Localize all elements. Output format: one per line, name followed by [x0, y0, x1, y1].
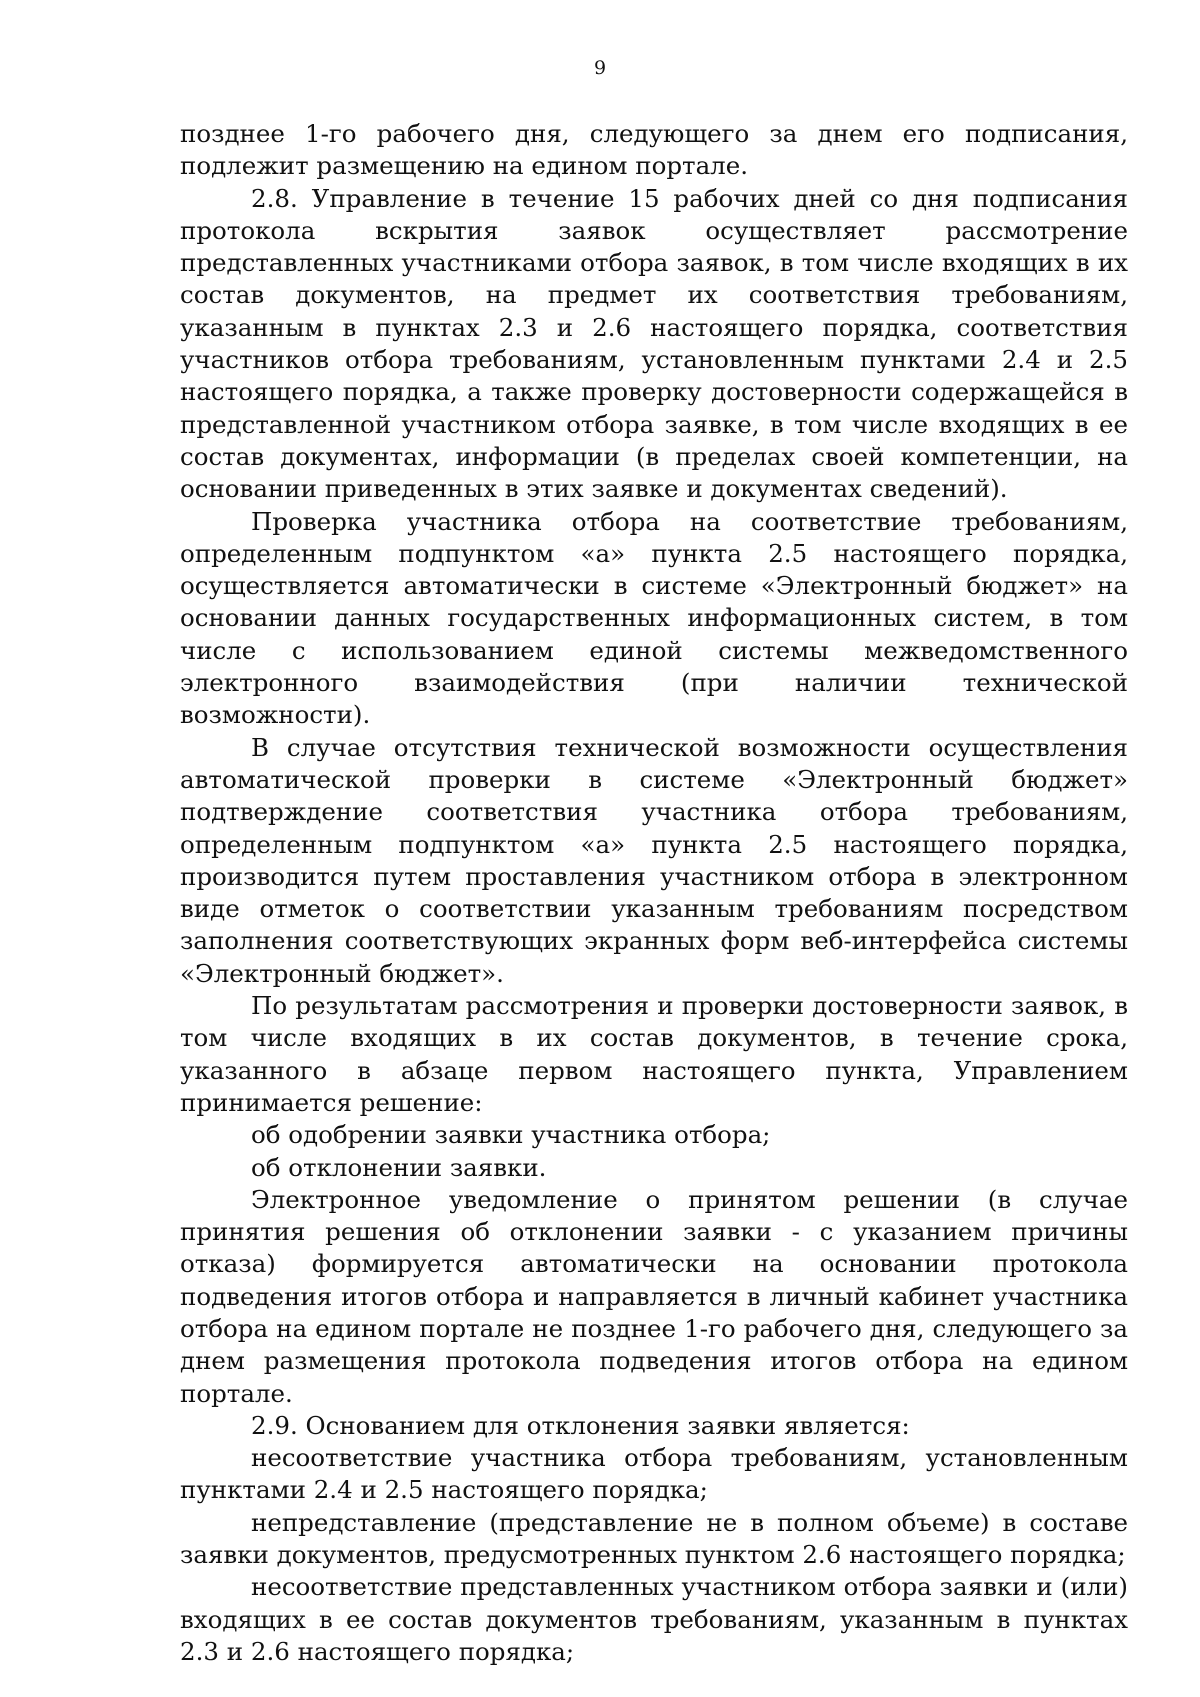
- paragraph-decision: По результатам рассмотрения и проверки достоверности заявок, в том числе входящих в их состав документов, в течение срока, указанного в абзаце первом настоящего пункта, Управлением принимается решение:: [180, 991, 1128, 1117]
- list-item-incomplete-documents: непредставление (представление не в полном объеме) в составе заявки документов, предусмотренных пунктом 2.6 настоящего порядка;: [180, 1507, 1128, 1570]
- paragraph-automatic-check: Проверка участника отбора на соответствие требованиям, определенным подпунктом «а» пункта 2.5 настоящего порядка, осуществляется автоматически в системе «Электронный бюджет» на основании данных государственных информационных систем, в том числе с использованием единой системы межведомственного электронного взаимодействия (при наличии технической возможности).: [180, 506, 1128, 730]
- list-item-approval: об одобрении заявки участника отбора;: [251, 1120, 771, 1150]
- bottom-spacer: [180, 1668, 1128, 1678]
- document-body: [180, 118, 1128, 1678]
- paragraph-electronic-notice: Электронное уведомление о принятом решении (в случае принятия решения об отклонении заявки - с указанием причины отказа) формируется автоматически на основании протокола подведения итогов отбора и направляется в личный кабинет участника отбора на едином портале не позднее 1-го рабочего дня, следующего за днем размещения протокола подведения итогов отбора на едином портале.: [180, 1184, 1128, 1408]
- page-number: 9: [593, 57, 607, 79]
- list-item-nonconformity-documents: несоответствие представленных участником отбора заявки и (или) входящих в ее состав документов требованиям, указанным в пунктах 2.3 и 2.6 настоящего порядка;: [180, 1572, 1128, 1666]
- paragraph-no-technical-possibility: В случае отсутствия технической возможности осуществления автоматической проверки в системе «Электронный бюджет» подтверждение соответствия участника отбора требованиям, определенным подпунктом «а» пункта 2.5 настоящего порядка, производится путем проставления участником отбора в электронном виде отметок о соответствии указанным требованиям посредством заполнения соответствующих экранных форм веб-интерфейса системы «Электронный бюджет».: [180, 732, 1128, 988]
- paragraph-continuation: позднее 1-го рабочего дня, следующего за днем его подписания, подлежит размещению на едином портале.: [180, 119, 1128, 181]
- paragraph-section-2-9: 2.9. Основанием для отклонения заявки является:: [251, 1410, 910, 1440]
- list-item-rejection: об отклонении заявки.: [251, 1152, 547, 1182]
- list-item-nonconformity-participant: несоответствие участника отбора требованиям, установленным пунктами 2.4 и 2.5 настоящего порядка;: [180, 1443, 1128, 1505]
- paragraph-section-2-8: 2.8. Управление в течение 15 рабочих дней со дня подписания протокола вскрытия заявок осуществляет рассмотрение представленных участниками отбора заявок, в том числе входящих в их состав документов, на предмет их соответствия требованиям, указанным в пунктах 2.3 и 2.6 настоящего порядка, соответствия участников отбора требованиям, установленным пунктами 2.4 и 2.5 настоящего порядка, а также проверку достоверности содержащейся в представленной участником отбора заявке, в том числе входящих в ее состав документах, информации (в пределах своей компетенции, на основании приведенных в этих заявке и документах сведений).: [180, 183, 1128, 504]
